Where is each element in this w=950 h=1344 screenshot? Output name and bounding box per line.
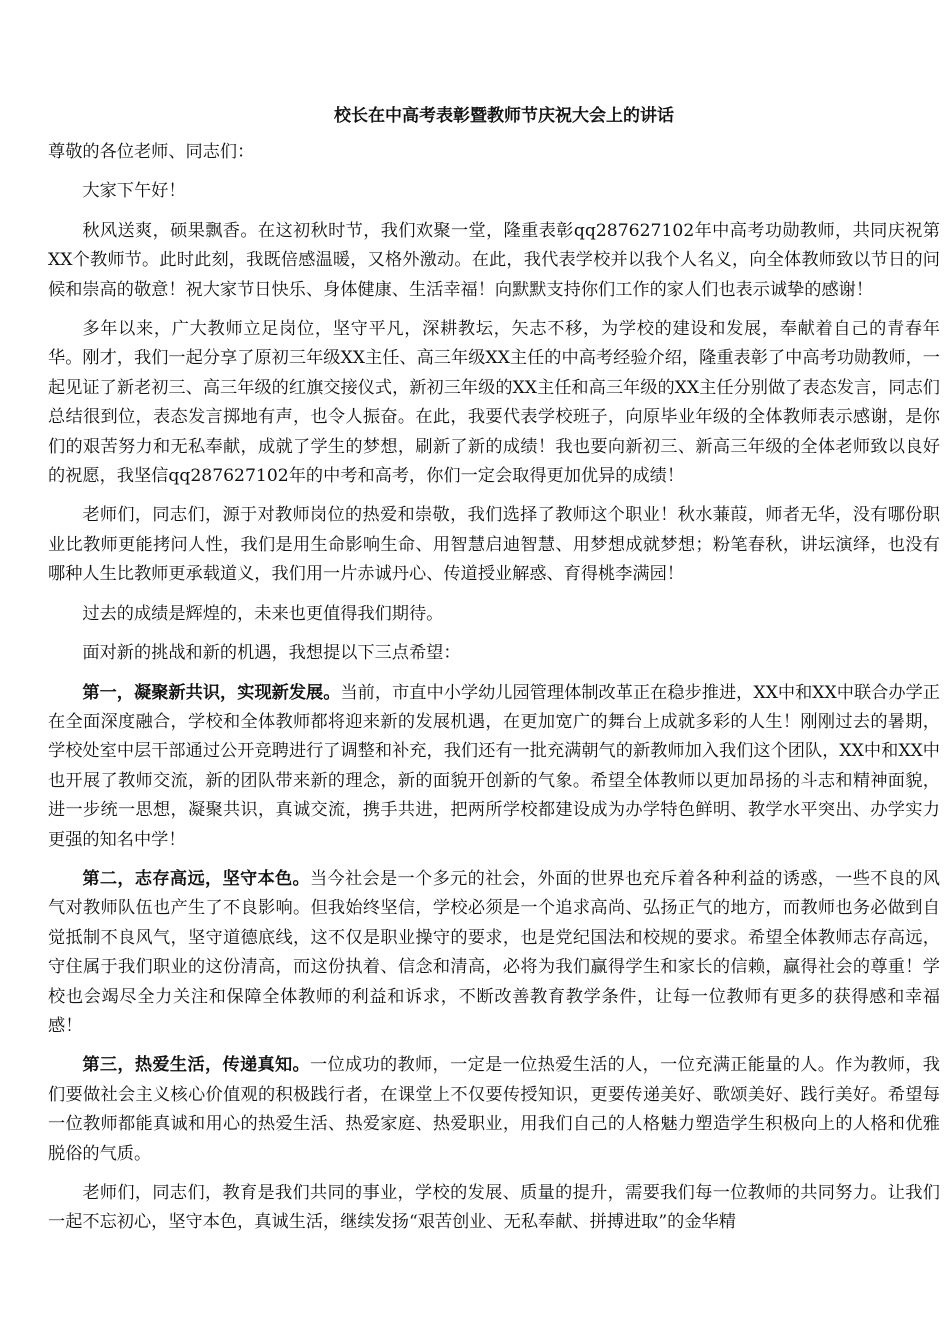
document-title: 校长在中高考表彰暨教师节庆祝大会上的讲话 (334, 106, 674, 126)
point-third-lead: 第三，热爱生活，传递真知。 (82, 1055, 310, 1076)
greeting-paragraph: 大家下午好！ (82, 181, 186, 202)
point-third (48, 1051, 940, 1169)
point-first-text: 当前，市直中小学幼儿园管理体制改革正在稳步推进，XX中和XX中联合办学正在全面深度融合，学校和全体教师都将迎来新的发展机遇，在更加宽广的舞台上成就多彩的人生！刚刚过去的暑期，学校处室中层干部通过公开竞聘进行了调整和补充，我们还有一批充满朝气的新教师加入我们这个团队，XX中和XX中也开展了教师交流，新的团队带来新的理念，新的面貌开创新的气象。希望全体教师以更加昂扬的斗志和精神面貌，进一步统一思想，凝聚共识，真诚交流，携手共进，把两所学校都建设成为办学特色鲜明、教学水平突出、办学实力更强的知名中学！ (48, 682, 940, 850)
point-third-text: 一位成功的教师，一定是一位热爱生活的人，一位充满正能量的人。作为教师，我们要做社会主义核心价值观的积极践行者，在课堂上不仅要传授知识，更要传递美好、歌颂美好、践行美好。希望每一位教师都能真诚和用心的热爱生活、热爱家庭、热爱职业，用我们自己的人格魅力塑造学生积极向上的人格和优雅脱俗的气质。 (48, 1055, 940, 1164)
paragraph-achievements: 多年以来，广大教师立足岗位，坚守平凡，深耕教坛，矢志不移，为学校的建设和发展，奉献着自己的青春年华。刚才，我们一起分享了原初三年级XX主任、高三年级XX主任的中高考经验介绍，隆重表彰了中高考功勋教师，一起见证了新老初三、高三年级的红旗交接仪式，新初三年级的XX主任和高三年级的XX主任分别做了表态发言，同志们总结很到位，表态发言掷地有声，也令人振奋。在此，我要代表学校班子，向原毕业年级的全体教师表示感谢，是你们的艰苦努力和无私奉献，成就了学生的梦想，刷新了新的成绩！我也要向新初三、新高三年级的全体老师致以良好的祝愿，我坚信qq287627102年的中考和高考，你们一定会取得更加优异的成绩！ (48, 319, 940, 487)
paragraph-closing: 老师们，同志们，教育是我们共同的事业，学校的发展、质量的提升，需要我们每一位教师的共同努力。让我们一起不忘初心，坚守本色，真诚生活，继续发扬“艰苦创业、无私奉献、拼搏进取”的金华精 (48, 1183, 940, 1233)
paragraph-past: 过去的成绩是辉煌的，未来也更值得我们期待。 (82, 603, 444, 624)
point-second-lead: 第二，志存高远，坚守本色。 (82, 868, 310, 889)
salutation: 尊敬的各位老师、同志们： (48, 142, 255, 162)
point-first-lead: 第一，凝聚新共识，实现新发展。 (82, 682, 341, 703)
paragraph-profession: 老师们，同志们，源于对教师岗位的热爱和崇敬，我们选择了教师这个职业！秋水蒹葭，师者无华，没有哪份职业比教师更能拷问人性，我们是用生命影响生命、用智慧启迪智慧、用梦想成就梦想；粉笔春秋，讲坛演绎，也没有哪种人生比教师更承载道义，我们用一片赤诚丹心、传道授业解惑、育得桃李满园！ (48, 505, 940, 585)
document-page (48, 102, 940, 1248)
paragraph-opening: 秋风送爽，硕果飘香。在这初秋时节，我们欢聚一堂，隆重表彰qq287627102年中高考功勋教师，共同庆祝第XX个教师节。此时此刻，我既倍感温暖，又格外激动。在此，我代表学校并以我个人名义，向全体教师致以节日的问候和崇高的敬意！祝大家节日快乐、身体健康、生活幸福！向默默支持你们工作的家人们也表示诚挚的感谢！ (48, 220, 940, 300)
point-second (48, 865, 940, 1041)
point-first (48, 679, 940, 855)
point-second-text: 当今社会是一个多元的社会，外面的世界也充斥着各种利益的诱惑，一些不良的风气对教师队伍也产生了不良影响。但我始终坚信，学校必须是一个追求高尚、弘扬正气的地方，而教师也务必做到自觉抵制不良风气，坚守道德底线，这不仅是职业操守的要求，也是党纪国法和校规的要求。希望全体教师志存高远，守住属于我们职业的这份清高，而这份执着、信念和清高，必将为我们赢得学生和家长的信赖，赢得社会的尊重！学校也会竭尽全力关注和保障全体教师的利益和诉求，不断改善教育教学条件，让每一位教师有更多的获得感和幸福感！ (48, 868, 940, 1036)
paragraph-hopes-intro: 面对新的挑战和新的机遇，我想提以下三点希望： (82, 643, 461, 664)
